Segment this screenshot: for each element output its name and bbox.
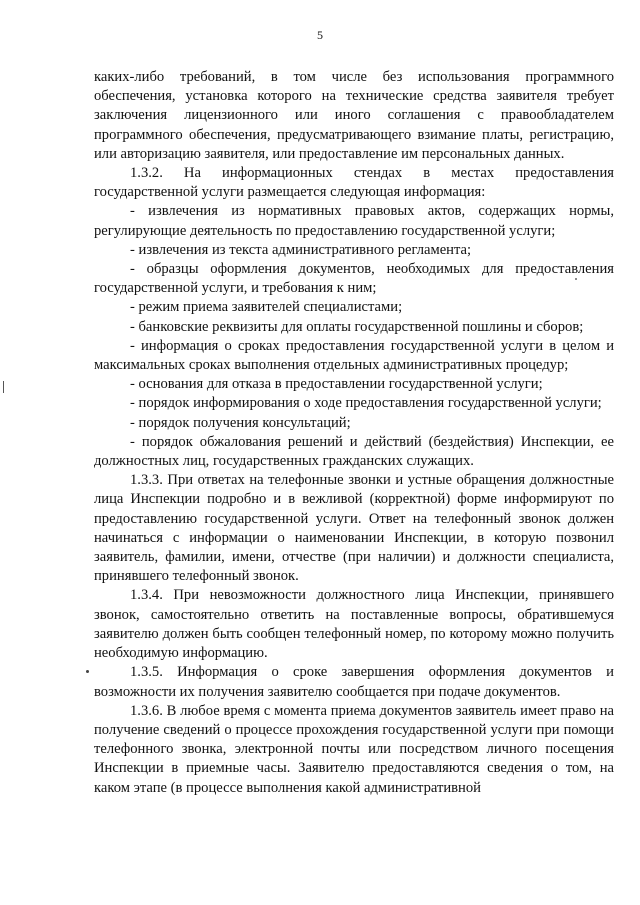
list-item: - банковские реквизиты для оплаты государственной пошлины и сборов;	[130, 318, 584, 335]
list-item: - основания для отказа в предоставлении государственной услуги;	[130, 376, 543, 393]
list-item: - порядок информирования о ходе предоставления государственной услуги;	[130, 395, 602, 412]
paragraph: 1.3.4. При невозможности должностного лица Инспекции, принявшего звонок, самостоятельно ответить на поставленные вопросы, обратившемуся заявителю должен быть сообщен телефонный номер, по которому можно получить необходимую информацию.	[94, 587, 614, 662]
scan-artifact	[3, 381, 4, 393]
list-item: - порядок получения консультаций;	[130, 414, 351, 431]
list-item: - извлечения из текста административного регламента;	[130, 241, 472, 258]
paragraph: 1.3.5. Информация о сроке завершения оформления документов и возможности их получения заявителю сообщается при подаче документов.	[94, 664, 614, 700]
paragraph: 1.3.6. В любое время с момента приема документов заявитель имеет право на получение сведений о процессе прохождения государственной услуги при помощи телефонного звонка, электронной почты или посредством личного посещения Инспекции в приемные часы. Заявителю предоставляются сведения о том, на каком этапе (в процессе выполнения какой административной	[94, 702, 614, 796]
scan-artifact	[86, 670, 89, 673]
list-item: - порядок обжалования решений и действий (бездействия) Инспекции, ее должностных лиц, государственных гражданских служащих.	[94, 433, 614, 470]
list-item: - образцы оформления документов, необходимых для предоставления государственной услуги, и требования к ним;	[94, 261, 614, 297]
list-item: - режим приема заявителей специалистами;	[130, 299, 403, 316]
list-item: - извлечения из нормативных правовых актов, содержащих нормы, регулирующие деятельность по предоставлению государственной услуги;	[94, 203, 614, 239]
paragraph: 1.3.3. При ответах на телефонные звонки и устные обращения должностные лица Инспекции подробно и в вежливой (корректной) форме информируют по предоставлению государственной услуги. Ответ на телефонный звонок должен начинаться с информации о наименовании Инспекции, в которую позвонил заявитель, фамилии, имени, отчестве (при наличии) и должности специалиста, принявшего телефонный звонок.	[94, 472, 614, 585]
paragraph: каких-либо требований, в том числе без использования программного обеспечения, установка которого на технические средства заявителя требует заключения лицензионного или иного соглашения с правообладателем программного обеспечения, предусматривающего взимание платы, регистрацию, или авторизацию заявителя, или предоставление им персональных данных.	[94, 69, 614, 162]
document-body	[94, 68, 614, 798]
page-number: 5	[317, 28, 323, 42]
paragraph: 1.3.2. На информационных стендах в местах предоставления государственной услуги размещается следующая информация:	[94, 165, 614, 201]
list-item: - информация о сроках предоставления государственной услуги в целом и максимальных сроках выполнения отдельных административных процедур;	[94, 337, 614, 374]
scan-artifact	[575, 278, 577, 280]
